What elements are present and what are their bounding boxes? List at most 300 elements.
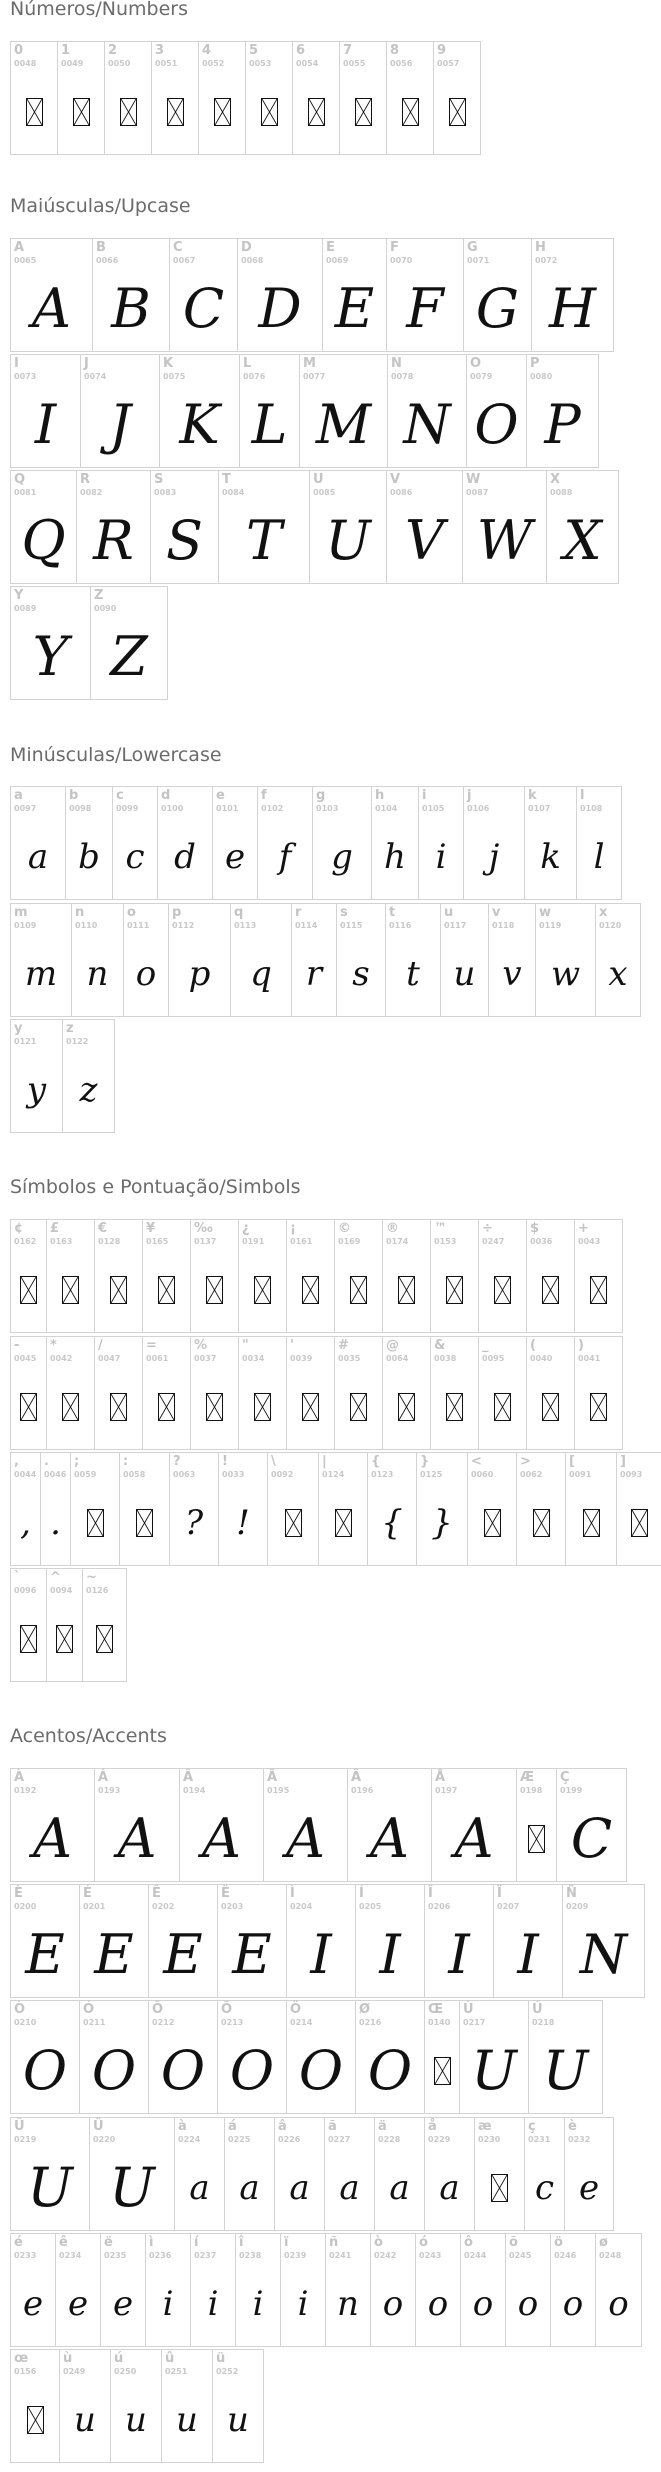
glyph-character-label: 4 — [202, 43, 212, 58]
glyph-code-label: 0122 — [66, 1037, 89, 1046]
glyph-code-label: 0080 — [530, 372, 553, 381]
glyph-row — [10, 1568, 126, 1684]
glyph-character-label: í — [194, 2235, 199, 2250]
glyph-cell-u0041 — [574, 1336, 623, 1450]
script-glyph: I — [379, 1923, 401, 1986]
glyph-row — [10, 238, 613, 354]
glyph-cell-u0036 — [526, 1219, 575, 1333]
glyph-code-label: 0062 — [520, 1470, 543, 1479]
glyph-cell-u0103 — [312, 786, 372, 900]
glyph-sample — [11, 2146, 89, 2230]
script-glyph: O — [91, 2039, 137, 2102]
missing-glyph-icon — [11, 1248, 46, 1332]
script-glyph: a — [439, 2168, 460, 2208]
missing-glyph-box-icon — [27, 2406, 44, 2434]
script-glyph: O — [298, 2039, 344, 2102]
glyph-sample — [11, 2262, 55, 2346]
glyph-code-label: 0041 — [578, 1354, 601, 1363]
glyph-cell-u0081 — [10, 470, 77, 584]
glyph-sample — [95, 1797, 179, 1881]
script-glyph: X — [563, 509, 602, 572]
glyph-character-label: k — [528, 788, 537, 803]
glyph-code-label: 0092 — [271, 1470, 294, 1479]
glyph-code-label: 0069 — [326, 256, 349, 265]
missing-glyph-icon — [617, 1481, 661, 1565]
glyph-cell-u0072 — [531, 238, 614, 352]
glyph-cell-u0228 — [374, 2117, 425, 2231]
glyph-sample — [557, 1797, 626, 1881]
glyph-character-label: Â — [183, 1770, 194, 1785]
glyph-character-label: 2 — [108, 43, 118, 58]
missing-glyph-icon — [293, 70, 339, 154]
script-glyph: a — [339, 2168, 360, 2208]
missing-glyph-box-icon — [583, 1509, 600, 1537]
glyph-cell-u0070 — [386, 238, 464, 352]
glyph-sample — [218, 1913, 286, 1997]
glyph-code-label: 0110 — [75, 921, 98, 930]
glyph-code-label: 0199 — [560, 1786, 583, 1795]
glyph-code-label: 0081 — [14, 488, 37, 497]
glyph-sample — [101, 2262, 145, 2346]
glyph-sample — [310, 499, 386, 583]
glyph-character-label: G — [467, 240, 478, 255]
glyph-cell-u0206 — [424, 1884, 494, 1998]
glyph-sample — [162, 2378, 212, 2462]
script-glyph: y — [26, 1070, 47, 1110]
glyph-cell-u0140 — [424, 2000, 460, 2114]
glyph-character-label: ù — [63, 2351, 73, 2366]
glyph-sample — [72, 932, 123, 1016]
missing-glyph-icon — [105, 70, 151, 154]
glyph-sample — [231, 932, 291, 1016]
script-glyph: S — [166, 509, 203, 572]
script-glyph: A — [32, 277, 71, 340]
missing-glyph-icon — [120, 1481, 169, 1565]
glyph-code-label: 0213 — [221, 2018, 244, 2027]
missing-glyph-box-icon — [350, 1276, 367, 1304]
glyph-cell-u0207 — [493, 1884, 563, 1998]
script-glyph: k — [540, 837, 561, 877]
glyph-sample — [124, 932, 168, 1016]
missing-glyph-icon — [383, 1365, 430, 1449]
glyph-sample — [60, 2378, 110, 2462]
glyph-sample — [464, 267, 531, 351]
glyph-code-label: 0048 — [14, 59, 37, 68]
glyph-cell-u0126 — [82, 1568, 127, 1682]
glyph-cell-u0065 — [10, 238, 93, 352]
glyph-code-label: 0084 — [222, 488, 245, 497]
missing-glyph-box-icon — [302, 1276, 319, 1304]
glyph-character-label: î — [239, 2235, 244, 2250]
glyph-cell-u0205 — [355, 1884, 425, 1998]
glyph-code-label: 0036 — [530, 1237, 553, 1246]
glyph-cell-u0079 — [466, 354, 527, 468]
glyph-code-label: 0112 — [172, 921, 195, 930]
glyph-code-label: 0090 — [94, 604, 117, 613]
glyph-cell-u0095 — [478, 1336, 527, 1450]
missing-glyph-icon — [71, 1481, 119, 1565]
glyph-sample — [596, 2262, 641, 2346]
glyph-character-label: ™ — [434, 1221, 447, 1236]
script-glyph: u — [176, 2400, 198, 2440]
missing-glyph-box-icon — [484, 1509, 501, 1537]
glyph-sample — [11, 1048, 62, 1132]
glyph-sample — [11, 615, 90, 699]
glyph-code-label: 0250 — [114, 2367, 137, 2376]
script-glyph: F — [406, 277, 444, 340]
glyph-cell-u0080 — [526, 354, 599, 468]
glyph-code-label: 0064 — [386, 1354, 409, 1363]
glyph-sample — [11, 383, 80, 467]
missing-glyph-box-icon — [590, 1276, 607, 1304]
missing-glyph-box-icon — [350, 1393, 367, 1421]
glyph-cell-u0062 — [516, 1452, 566, 1566]
script-glyph: a — [389, 2168, 410, 2208]
glyph-cell-u0061 — [142, 1336, 191, 1450]
glyph-character-label: Ë — [221, 1886, 230, 1901]
glyph-row — [10, 354, 598, 470]
glyph-code-label: 0249 — [63, 2367, 86, 2376]
glyph-character-label: ö — [554, 2235, 563, 2250]
glyph-sample — [264, 1797, 347, 1881]
glyph-code-label: 0057 — [437, 59, 460, 68]
missing-glyph-box-icon — [528, 1825, 545, 1853]
glyph-code-label: 0198 — [520, 1786, 543, 1795]
script-glyph: l — [593, 837, 605, 877]
script-glyph: n — [337, 2284, 359, 2324]
glyph-code-label: 0128 — [98, 1237, 121, 1246]
glyph-code-label: 0072 — [535, 256, 558, 265]
glyph-code-label: 0204 — [290, 1902, 313, 1911]
glyph-code-label: 0101 — [216, 804, 239, 813]
glyph-character-label: é — [14, 2235, 23, 2250]
glyph-character-label: j — [467, 788, 472, 803]
script-glyph: e — [112, 2284, 134, 2324]
glyph-code-label: 0093 — [620, 1470, 643, 1479]
glyph-cell-u0111 — [123, 903, 169, 1017]
missing-glyph-box-icon — [56, 1625, 73, 1653]
glyph-character-label: 9 — [437, 43, 447, 58]
glyph-code-label: 0169 — [338, 1237, 361, 1246]
glyph-cell-u0252 — [212, 2349, 264, 2463]
glyph-sample — [11, 267, 92, 351]
glyph-code-label: 0091 — [569, 1470, 592, 1479]
glyph-cell-u0174 — [382, 1219, 431, 1333]
glyph-character-label: ê — [59, 2235, 68, 2250]
glyph-cell-u0162 — [10, 1219, 47, 1333]
glyph-code-label: 0089 — [14, 604, 37, 613]
glyph-character-label: õ — [509, 2235, 518, 2250]
glyph-character-label: ( — [530, 1338, 536, 1353]
missing-glyph-box-icon — [120, 98, 137, 126]
glyph-character-label: t — [389, 905, 396, 920]
missing-glyph-icon — [47, 1248, 94, 1332]
missing-glyph-box-icon — [26, 98, 43, 126]
glyph-sample — [387, 499, 462, 583]
glyph-code-label: 0124 — [322, 1470, 345, 1479]
glyph-code-label: 0218 — [532, 2018, 555, 2027]
glyph-cell-u0246 — [550, 2233, 596, 2347]
glyph-sample — [461, 2262, 505, 2346]
glyph-character-label: / — [98, 1338, 103, 1353]
glyph-code-label: 0095 — [482, 1354, 505, 1363]
glyph-character-label: i — [422, 788, 427, 803]
glyph-character-label: à — [178, 2119, 187, 2134]
glyph-character-label: ¿ — [242, 1221, 250, 1236]
glyph-cell-u0237 — [190, 2233, 236, 2347]
missing-glyph-box-icon — [402, 98, 419, 126]
glyph-cell-u0249 — [59, 2349, 111, 2463]
glyph-cell-u0241 — [325, 2233, 371, 2347]
glyph-character-label: o — [127, 905, 136, 920]
glyph-character-label: e — [216, 788, 225, 803]
glyph-sample — [551, 2262, 595, 2346]
glyph-cell-u0225 — [224, 2117, 275, 2231]
glyph-code-label: 0161 — [290, 1237, 313, 1246]
glyph-character-label: N — [391, 356, 402, 371]
glyph-character-label: ç — [528, 2119, 536, 2134]
missing-glyph-icon — [95, 1365, 142, 1449]
glyph-sample — [325, 2146, 374, 2230]
glyph-code-label: 0109 — [14, 921, 37, 930]
glyph-code-label: 0049 — [61, 59, 84, 68]
glyph-cell-u0153 — [430, 1219, 479, 1333]
glyph-character-label: å — [428, 2119, 437, 2134]
glyph-character-label: © — [338, 1221, 351, 1236]
glyph-character-label: m — [14, 905, 28, 920]
script-glyph: e — [67, 2284, 89, 2324]
glyph-code-label: 0230 — [478, 2135, 501, 2144]
glyph-code-label: 0052 — [202, 59, 225, 68]
script-glyph: r — [305, 954, 323, 994]
glyph-cell-u0124 — [318, 1452, 368, 1566]
glyph-character-label: h — [375, 788, 385, 803]
script-glyph: ! — [236, 1503, 250, 1543]
glyph-sample — [146, 2262, 190, 2346]
glyph-character-label: F — [390, 240, 399, 255]
script-glyph: K — [179, 393, 220, 456]
glyph-character-label: R — [80, 472, 91, 487]
glyph-cell-u0046 — [40, 1452, 71, 1566]
glyph-sample — [41, 1481, 70, 1565]
missing-glyph-icon — [566, 1481, 616, 1565]
glyph-code-label: 0232 — [568, 2135, 591, 2144]
glyph-code-label: 0233 — [14, 2251, 37, 2260]
glyph-code-label: 0061 — [146, 1354, 169, 1363]
glyph-code-label: 0241 — [329, 2251, 352, 2260]
script-glyph: i — [435, 837, 447, 877]
glyph-character-label: U — [313, 472, 324, 487]
glyph-sample — [149, 2029, 217, 2113]
glyph-cell-u0197 — [431, 1768, 517, 1882]
glyph-character-label: Ù — [463, 2002, 474, 2017]
glyph-row — [10, 470, 618, 586]
glyph-sample — [169, 932, 230, 1016]
glyph-character-label: ñ — [329, 2235, 339, 2250]
missing-glyph-box-icon — [285, 1509, 302, 1537]
glyph-cell-u0243 — [415, 2233, 461, 2347]
missing-glyph-box-icon — [494, 1276, 511, 1304]
glyph-character-label: ø — [599, 2235, 608, 2250]
glyph-sample — [180, 1797, 263, 1881]
glyph-cell-u0104 — [371, 786, 419, 900]
glyph-sample — [386, 932, 440, 1016]
script-glyph: U — [109, 2156, 155, 2219]
glyph-code-label: 0075 — [163, 372, 186, 381]
glyph-cell-u0052 — [198, 41, 246, 155]
glyph-character-label: Õ — [221, 2002, 233, 2017]
missing-glyph-box-icon — [254, 1393, 271, 1421]
missing-glyph-icon — [143, 1365, 190, 1449]
missing-glyph-icon — [143, 1248, 190, 1332]
glyph-cell-u0082 — [76, 470, 151, 584]
glyph-code-label: 0209 — [566, 1902, 589, 1911]
missing-glyph-box-icon — [136, 1509, 153, 1537]
glyph-cell-u0092 — [267, 1452, 319, 1566]
glyph-row — [10, 1884, 644, 2000]
glyph-code-label: 0165 — [146, 1237, 169, 1246]
glyph-cell-u0226 — [274, 2117, 325, 2231]
script-glyph: E — [25, 1923, 65, 1986]
glyph-code-label: 0056 — [390, 59, 413, 68]
glyph-cell-u0193 — [94, 1768, 180, 1882]
glyph-cell-u0096 — [10, 1568, 47, 1682]
glyph-cell-u0108 — [576, 786, 622, 900]
missing-glyph-box-icon — [87, 1509, 104, 1537]
glyph-character-label: x — [599, 905, 608, 920]
glyph-sample — [238, 267, 322, 351]
missing-glyph-box-icon — [110, 1393, 127, 1421]
glyph-code-label: 0114 — [295, 921, 318, 930]
glyph-cell-u0200 — [10, 1884, 80, 1998]
glyph-sample — [463, 499, 546, 583]
script-glyph: b — [78, 837, 100, 877]
glyph-character-label: Ñ — [566, 1886, 577, 1901]
glyph-code-label: 0205 — [359, 1902, 382, 1911]
glyph-code-label: 0231 — [528, 2135, 551, 2144]
missing-glyph-icon — [575, 1248, 622, 1332]
script-glyph: J — [109, 393, 131, 456]
glyph-sample — [81, 383, 159, 467]
glyph-character-label: ® — [386, 1221, 399, 1236]
glyph-cell-u0088 — [546, 470, 619, 584]
script-glyph: B — [111, 277, 151, 340]
missing-glyph-icon — [431, 1248, 478, 1332]
glyph-code-label: 0197 — [435, 1786, 458, 1795]
glyph-code-label: 0193 — [98, 1786, 121, 1795]
glyph-character-label: K — [163, 356, 174, 371]
glyph-cell-u0084 — [218, 470, 310, 584]
glyph-code-label: 0108 — [580, 804, 603, 813]
missing-glyph-box-icon — [335, 1509, 352, 1537]
missing-glyph-box-icon — [398, 1276, 415, 1304]
glyph-code-label: 0104 — [375, 804, 398, 813]
glyph-code-label: 0078 — [391, 372, 414, 381]
glyph-character-label: É — [83, 1886, 92, 1901]
missing-glyph-box-icon — [20, 1625, 37, 1653]
glyph-code-label: 0156 — [14, 2367, 37, 2376]
glyph-cell-u0097 — [10, 786, 66, 900]
glyph-sample — [160, 383, 239, 467]
missing-glyph-box-icon — [491, 2174, 508, 2202]
glyph-code-label: 0086 — [390, 488, 413, 497]
glyph-cell-u0239 — [280, 2233, 326, 2347]
glyph-character-label: ~ — [86, 1570, 97, 1585]
glyph-cell-u0113 — [230, 903, 292, 1017]
glyph-cell-u0090 — [90, 586, 168, 700]
glyph-code-label: 0243 — [419, 2251, 442, 2260]
glyph-cell-u0114 — [291, 903, 337, 1017]
missing-glyph-box-icon — [62, 1276, 79, 1304]
script-glyph: A — [370, 1807, 409, 1870]
missing-glyph-box-icon — [590, 1393, 607, 1421]
missing-glyph-box-icon — [20, 1393, 37, 1421]
glyph-code-label: 0087 — [466, 488, 489, 497]
script-glyph: O — [160, 2039, 206, 2102]
missing-glyph-icon — [335, 1365, 382, 1449]
missing-glyph-icon — [83, 1597, 126, 1681]
glyph-cell-u0121 — [10, 1019, 63, 1133]
missing-glyph-icon — [479, 1248, 526, 1332]
glyph-code-label: 0162 — [14, 1237, 37, 1246]
glyph-cell-u0050 — [104, 41, 152, 155]
glyph-character-label: r — [295, 905, 302, 920]
glyph-code-label: 0071 — [467, 256, 490, 265]
glyph-cell-u0229 — [424, 2117, 475, 2231]
glyph-cell-u0047 — [94, 1336, 143, 1450]
glyph-sample — [151, 499, 218, 583]
glyph-cell-u0035 — [334, 1336, 383, 1450]
glyph-cell-u0209 — [562, 1884, 645, 1998]
script-glyph: a — [189, 2168, 210, 2208]
script-glyph: I — [448, 1923, 470, 1986]
glyph-sample — [218, 2029, 286, 2113]
glyph-cell-u0125 — [416, 1452, 468, 1566]
glyph-cell-u0094 — [46, 1568, 83, 1682]
missing-glyph-icon — [340, 70, 386, 154]
glyph-sample — [417, 1481, 467, 1565]
script-glyph: m — [24, 954, 58, 994]
glyph-sample — [313, 815, 371, 899]
glyph-cell-u0198 — [516, 1768, 557, 1882]
glyph-character-label: ! — [222, 1454, 228, 1469]
missing-glyph-icon — [58, 70, 104, 154]
glyph-code-label: 0219 — [14, 2135, 37, 2144]
glyph-sample — [348, 1797, 431, 1881]
script-glyph: P — [544, 393, 581, 456]
glyph-sample — [281, 2262, 325, 2346]
glyph-character-label: s — [340, 905, 348, 920]
script-glyph: i — [252, 2284, 264, 2324]
glyph-row — [10, 903, 640, 1019]
glyph-sample — [240, 383, 299, 467]
glyph-character-label: f — [261, 788, 267, 803]
glyph-character-label: ) — [578, 1338, 584, 1353]
glyph-code-label: 0050 — [108, 59, 131, 68]
glyph-code-label: 0113 — [234, 921, 257, 930]
glyph-character-label: & — [434, 1338, 446, 1353]
missing-glyph-icon — [152, 70, 198, 154]
script-glyph: U — [325, 509, 371, 572]
glyph-cell-u0063 — [169, 1452, 219, 1566]
script-glyph: G — [475, 277, 520, 340]
script-glyph: o — [517, 2284, 539, 2324]
glyph-sample — [111, 2378, 161, 2462]
glyph-row — [10, 586, 167, 702]
glyph-code-label: 0076 — [243, 372, 266, 381]
glyph-character-label: b — [69, 788, 79, 803]
missing-glyph-box-icon — [110, 1276, 127, 1304]
